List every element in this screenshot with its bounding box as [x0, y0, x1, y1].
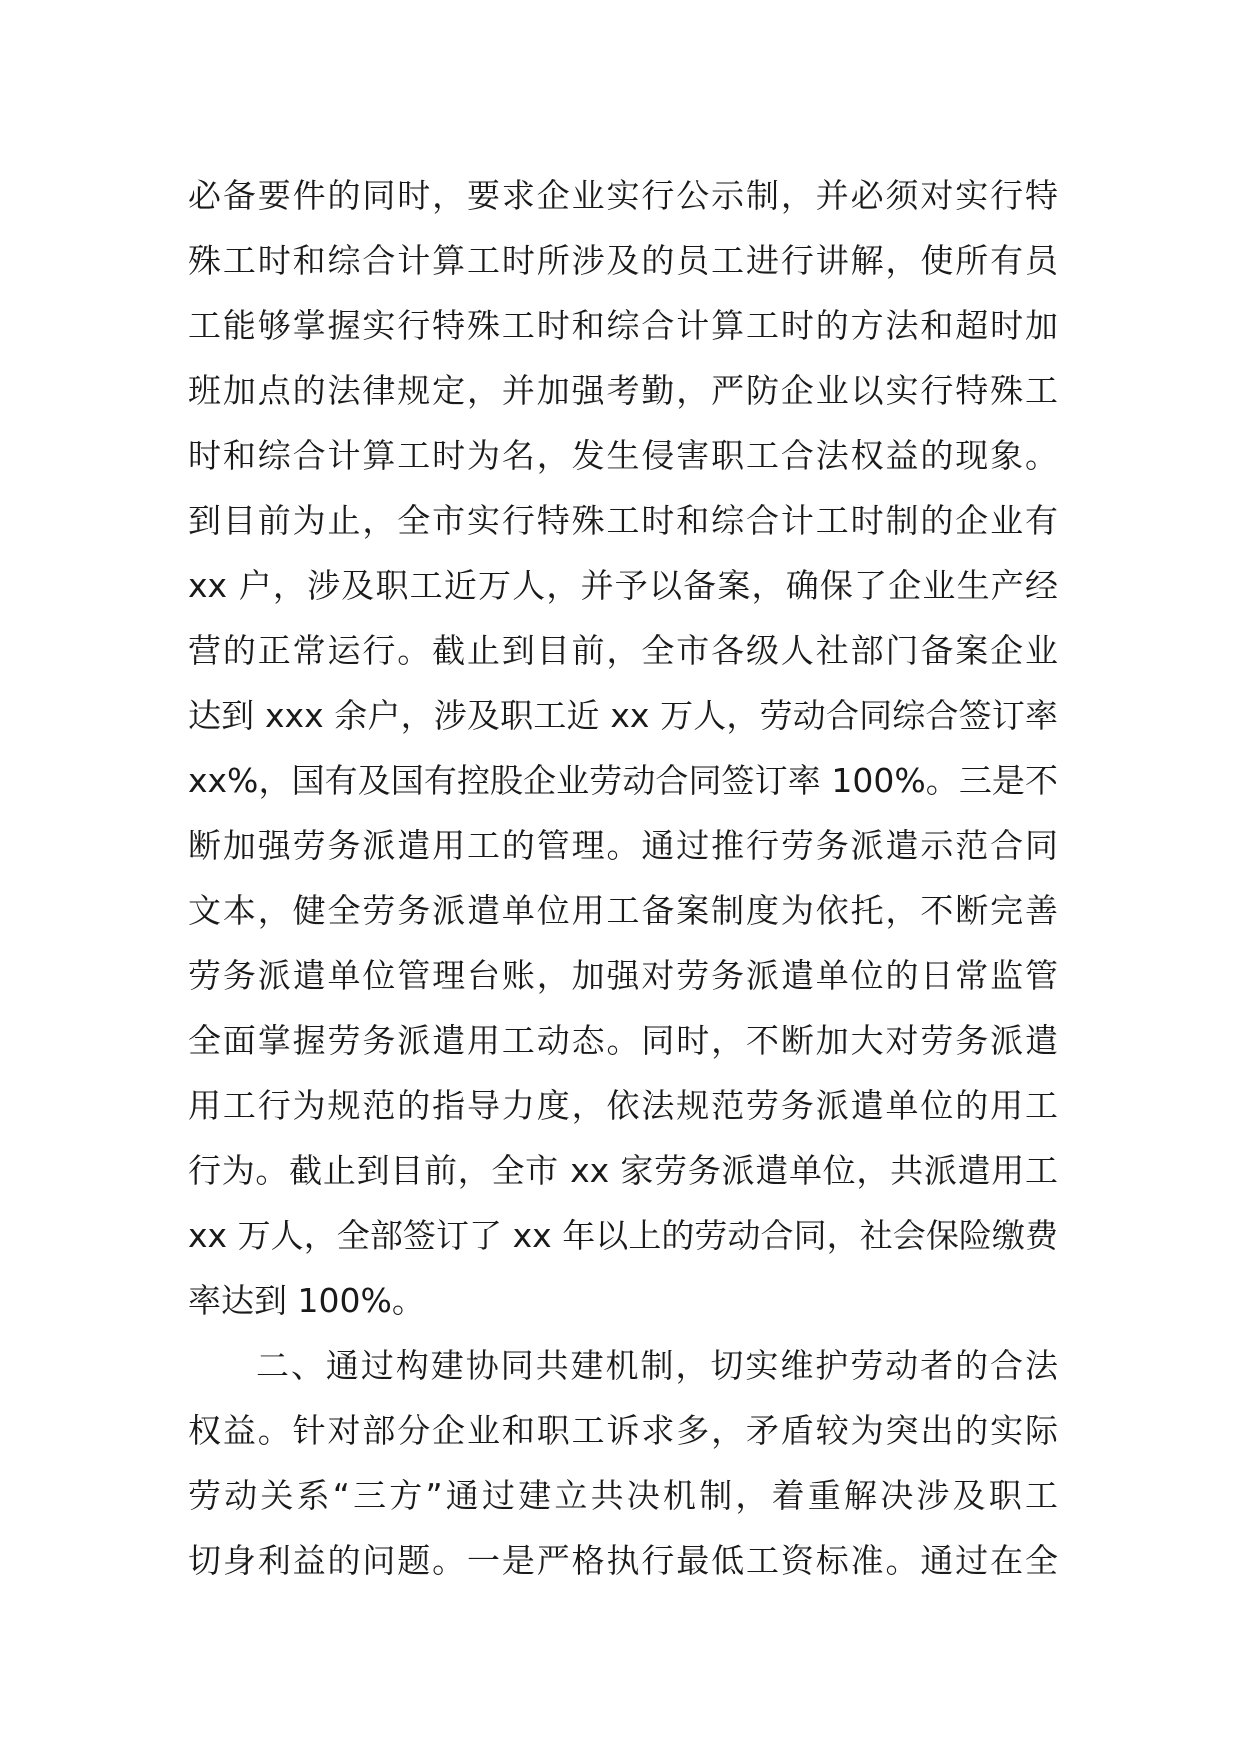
- text-line: 文本，健全劳务派遣单位用工备案制度为依托，不断完善: [188, 891, 1058, 930]
- text-line: 全面掌握劳务派遣用工动态。同时，不断加大对劳务派遣: [188, 1021, 1058, 1060]
- body-text: [188, 163, 1058, 1593]
- text-line: xx%，国有及国有控股企业劳动合同签订率 100%。三是不: [188, 761, 1058, 800]
- text-line: 达到 xxx 余户，涉及职工近 xx 万人，劳动合同综合签订率: [188, 696, 1058, 735]
- text-line: 必备要件的同时，要求企业实行公示制，并必须对实行特: [188, 176, 1058, 215]
- text-line: 切身利益的问题。一是严格执行最低工资标准。通过在全: [188, 1541, 1058, 1580]
- text-line: 时和综合计算工时为名，发生侵害职工合法权益的现象。: [188, 436, 1058, 475]
- text-line: 到目前为止，全市实行特殊工时和综合计工时制的企业有: [188, 501, 1058, 540]
- text-line: xx 户，涉及职工近万人，并予以备案，确保了企业生产经: [188, 566, 1058, 605]
- text-line: 率达到 100%。: [188, 1281, 425, 1320]
- text-line: 劳动关系“三方”通过建立共决机制，着重解决涉及职工: [188, 1476, 1058, 1515]
- text-line: 权益。针对部分企业和职工诉求多，矛盾较为突出的实际: [188, 1411, 1058, 1450]
- text-line: 断加强劳务派遣用工的管理。通过推行劳务派遣示范合同: [188, 826, 1058, 865]
- text-line: 行为。截止到目前，全市 xx 家劳务派遣单位，共派遣用工: [188, 1151, 1058, 1190]
- text-line: 营的正常运行。截止到目前，全市各级人社部门备案企业: [188, 631, 1058, 670]
- text-line: xx 万人，全部签订了 xx 年以上的劳动合同，社会保险缴费: [188, 1216, 1058, 1255]
- text-line: 殊工时和综合计算工时所涉及的员工进行讲解，使所有员: [188, 241, 1058, 280]
- text-line: 用工行为规范的指导力度，依法规范劳务派遣单位的用工: [188, 1086, 1058, 1125]
- text-line: 劳务派遣单位管理台账，加强对劳务派遣单位的日常监管: [188, 956, 1058, 995]
- section-heading-line: 二、通过构建协同共建机制，切实维护劳动者的合法: [256, 1346, 1058, 1385]
- text-line: 工能够掌握实行特殊工时和综合计算工时的方法和超时加: [188, 306, 1058, 345]
- text-line: 班加点的法律规定，并加强考勤，严防企业以实行特殊工: [188, 371, 1058, 410]
